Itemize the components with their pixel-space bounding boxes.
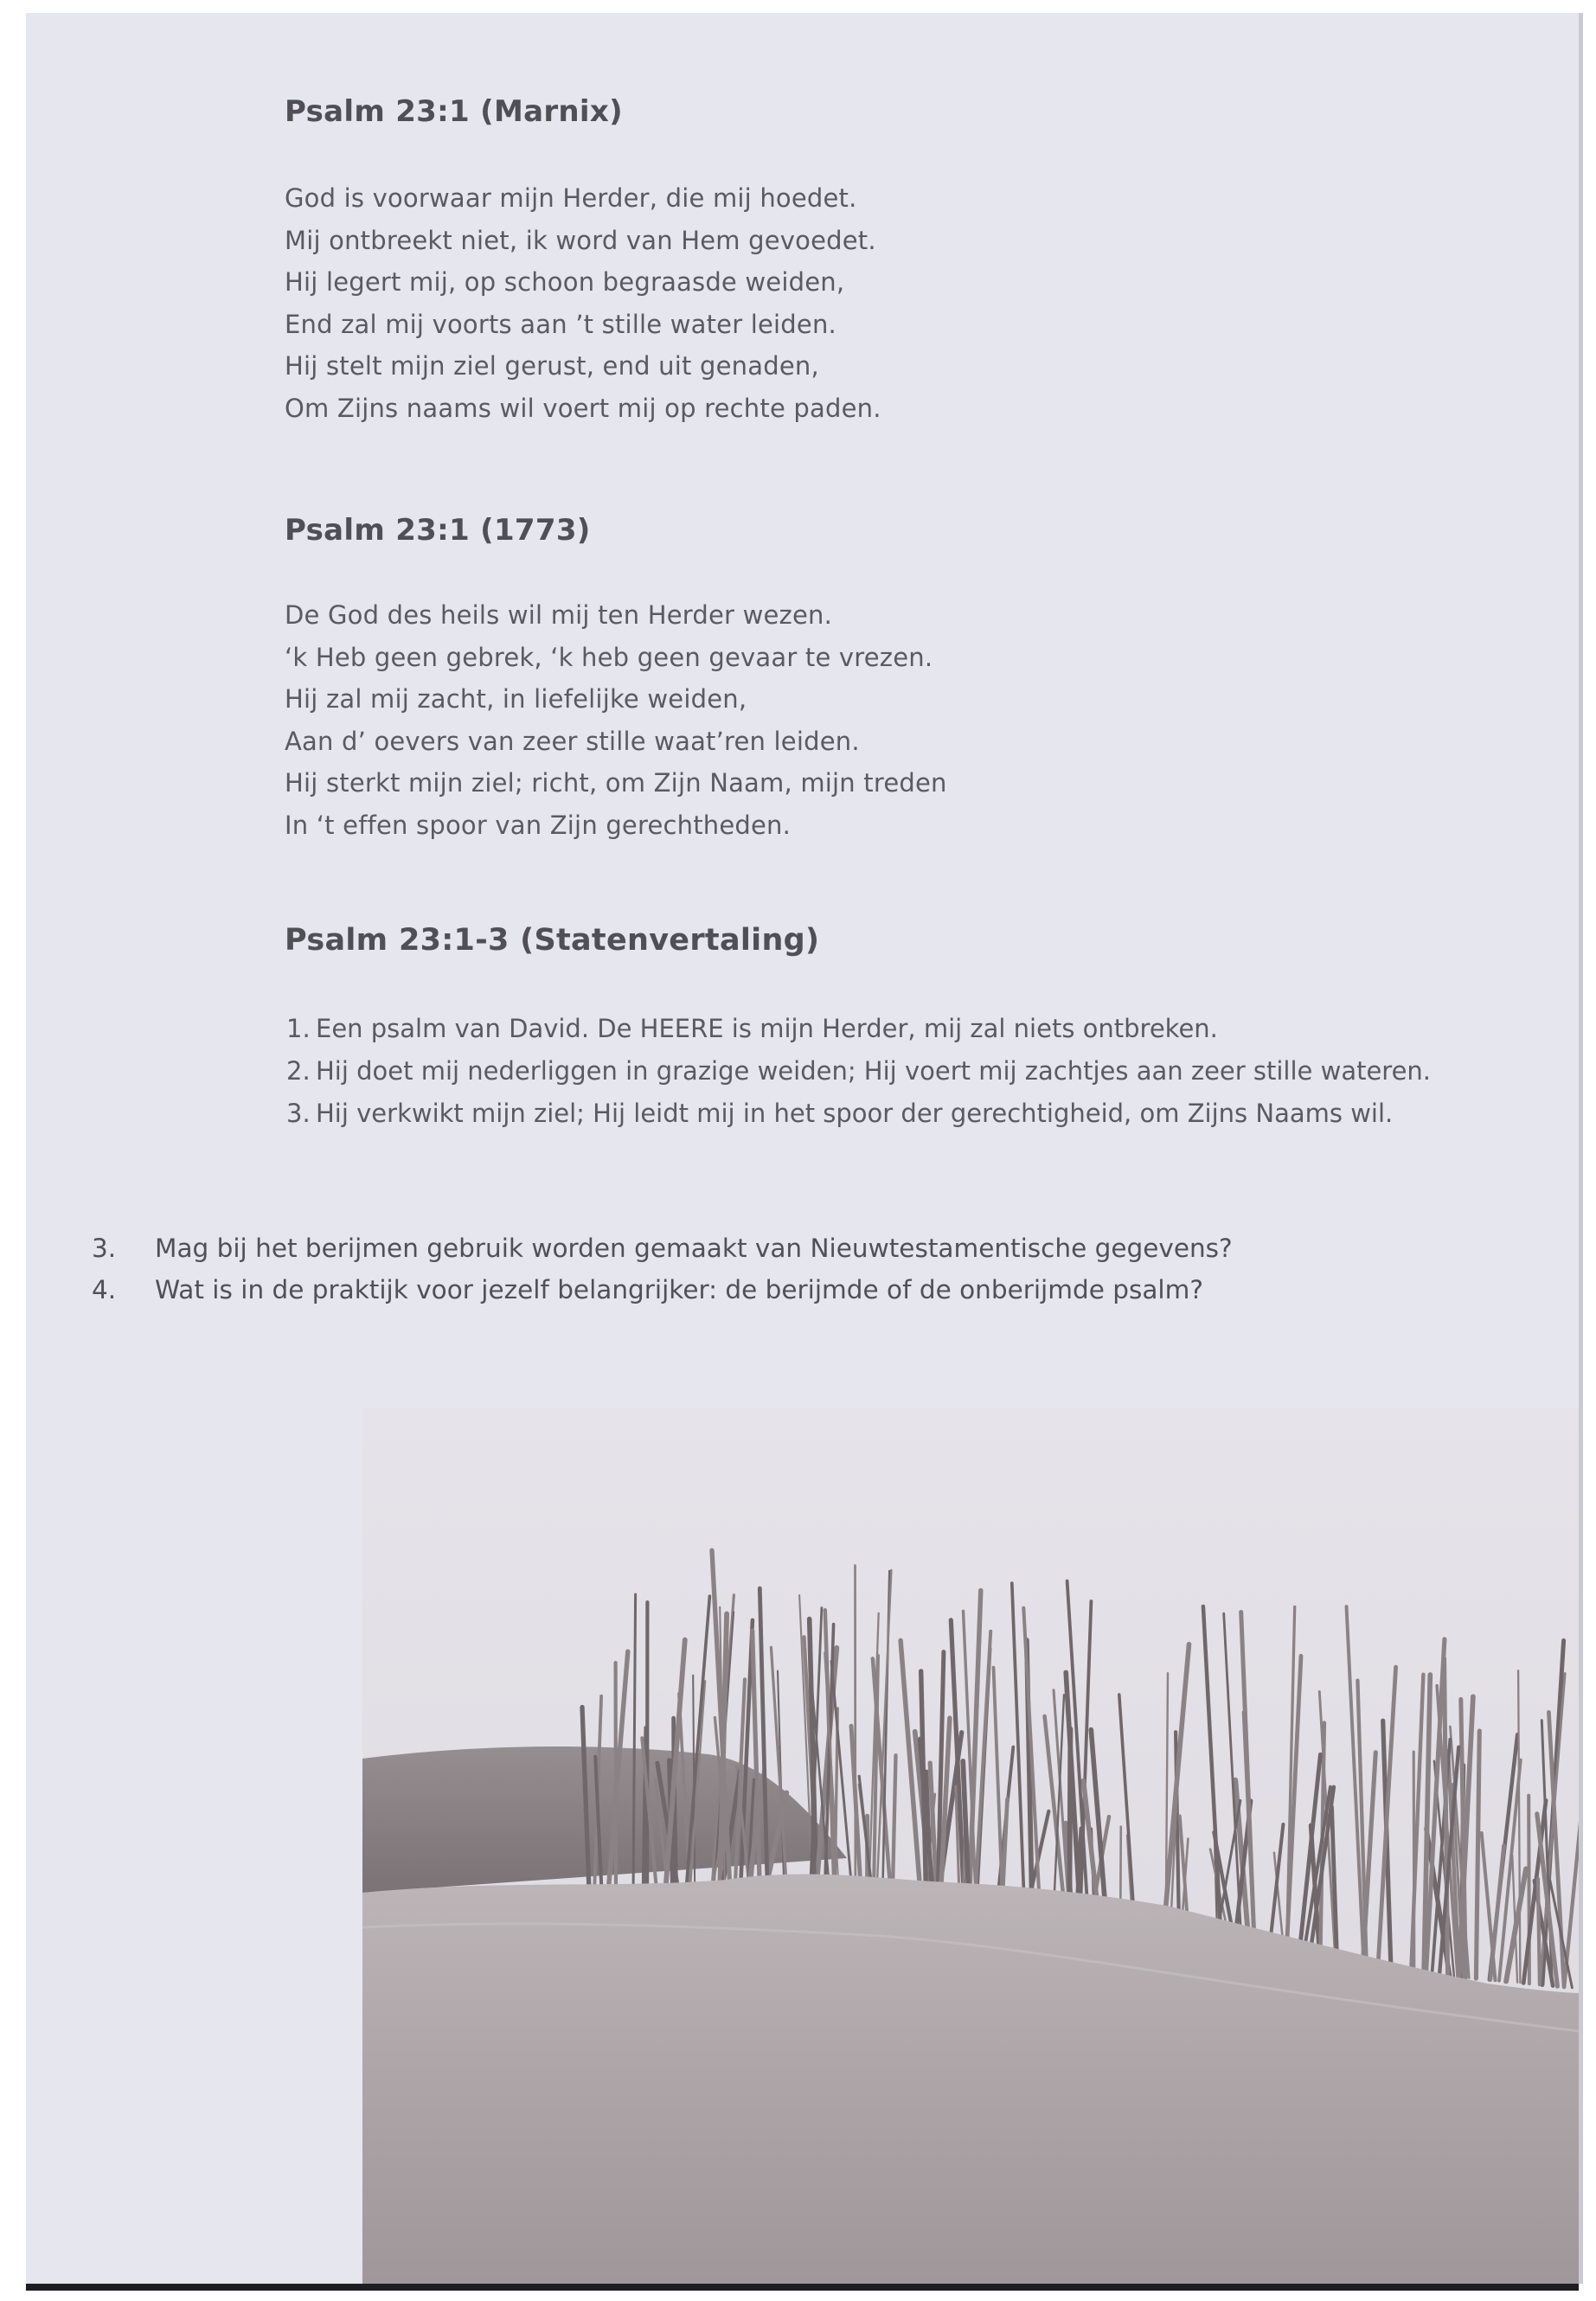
- verse-number: 2.: [286, 1056, 311, 1086]
- question-number: 4.: [92, 1275, 117, 1304]
- reed-stem: [1538, 1879, 1540, 1984]
- poem-line: Hij stelt mijn ziel gerust, end uit genaden,: [285, 351, 819, 381]
- dune-grass-photo: [362, 1408, 1579, 2284]
- verse-item: [286, 1050, 1431, 1093]
- question-item: [92, 1269, 1233, 1311]
- dune-grass-image: [362, 1408, 1579, 2284]
- question-item: [92, 1227, 1233, 1269]
- question-list: [92, 1227, 1233, 1311]
- verse-list: [286, 1008, 1431, 1135]
- verse-text: Hij doet mij nederliggen in grazige weiden; Hij voert mij zachtjes aan zeer stille wateren.: [316, 1056, 1432, 1086]
- poem-line: Hij sterkt mijn ziel; richt, om Zijn Naam, mijn treden: [285, 768, 947, 798]
- verse-number: 1.: [286, 1014, 311, 1043]
- poem-line: Hij zal mij zacht, in liefelijke weiden,: [285, 684, 747, 714]
- page-edge: [1579, 13, 1583, 2284]
- question-number: 3.: [92, 1234, 117, 1263]
- poem-line: ‘k Heb geen gebrek, ‘k heb geen gevaar te vrezen.: [285, 642, 933, 672]
- verse-item: [286, 1008, 1431, 1050]
- poem-line: Mij ontbreekt niet, ik word van Hem gevoedet.: [285, 225, 876, 255]
- question-text: Mag bij het berijmen gebruik worden gemaakt van Nieuwtestamentische gegevens?: [155, 1234, 1233, 1263]
- page-bottom-bar: [26, 2284, 1579, 2291]
- verse-text: Hij verkwikt mijn ziel; Hij leidt mij in het spoor der gerechtigheid, om Zijns Naams wil.: [316, 1099, 1394, 1128]
- heading-statenvertaling: Psalm 23:1-3 (Statenvertaling): [285, 923, 820, 958]
- verse-number: 3.: [286, 1099, 311, 1128]
- page: [26, 13, 1579, 2284]
- heading-1773: Psalm 23:1 (1773): [285, 513, 591, 548]
- poem-line: God is voorwaar mijn Herder, die mij hoedet.: [285, 183, 857, 213]
- poem-line: Om Zijns naams wil voert mij op rechte paden.: [285, 393, 881, 423]
- poem-line: De God des heils wil mij ten Herder wezen.: [285, 600, 832, 630]
- poem-line: End zal mij voorts aan ’t stille water leiden.: [285, 309, 836, 339]
- poem-line: Hij legert mij, op schoon begraasde weiden,: [285, 267, 845, 297]
- heading-marnix: Psalm 23:1 (Marnix): [285, 94, 623, 129]
- verse-item: [286, 1093, 1431, 1135]
- poem-line: Aan d’ oevers van zeer stille waat’ren leiden.: [285, 726, 860, 756]
- verse-text: Een psalm van David. De HEERE is mijn Herder, mij zal niets ontbreken.: [316, 1014, 1218, 1043]
- question-text: Wat is in de praktijk voor jezelf belangrijker: de berijmde of de onberijmde psalm?: [155, 1275, 1203, 1304]
- poem-line: In ‘t effen spoor van Zijn gerechtheden.: [285, 810, 792, 840]
- poem-marnix: [285, 177, 881, 429]
- poem-1773: [285, 594, 947, 846]
